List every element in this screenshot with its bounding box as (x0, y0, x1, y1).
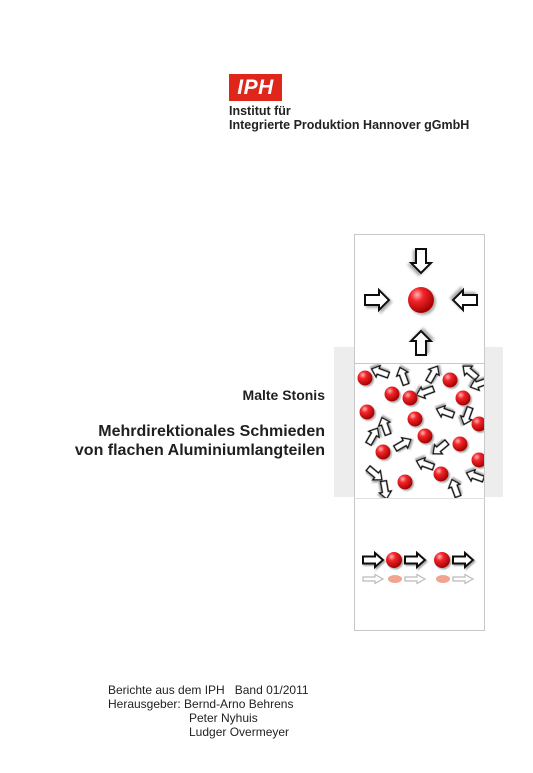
institute-line-2: Integrierte Produktion Hannover gGmbH (229, 118, 470, 132)
editor-line-1: Herausgeber: Bernd-Arno Behrens (108, 697, 294, 711)
aligned-spheres-icon (355, 499, 486, 632)
iph-logo: IPH (229, 74, 282, 101)
author-name: Malte Stonis (242, 387, 325, 403)
random-orientation-panel (354, 364, 485, 498)
compression-panel (354, 234, 485, 364)
random-spheres-icon (355, 364, 485, 498)
institute-line-1: Institut für (229, 104, 291, 118)
title-line-2: von flachen Aluminiumlangteilen (74, 442, 325, 459)
series-info: Berichte aus dem IPH Band 01/2011 (108, 683, 309, 697)
editor-line-3: Ludger Overmeyer (189, 725, 290, 739)
title-line-1: Mehrdirektionales Schmieden (98, 423, 325, 440)
aligned-orientation-panel (354, 498, 485, 631)
compression-arrows-icon (355, 235, 486, 365)
editor-line-2: Peter Nyhuis (189, 711, 258, 725)
